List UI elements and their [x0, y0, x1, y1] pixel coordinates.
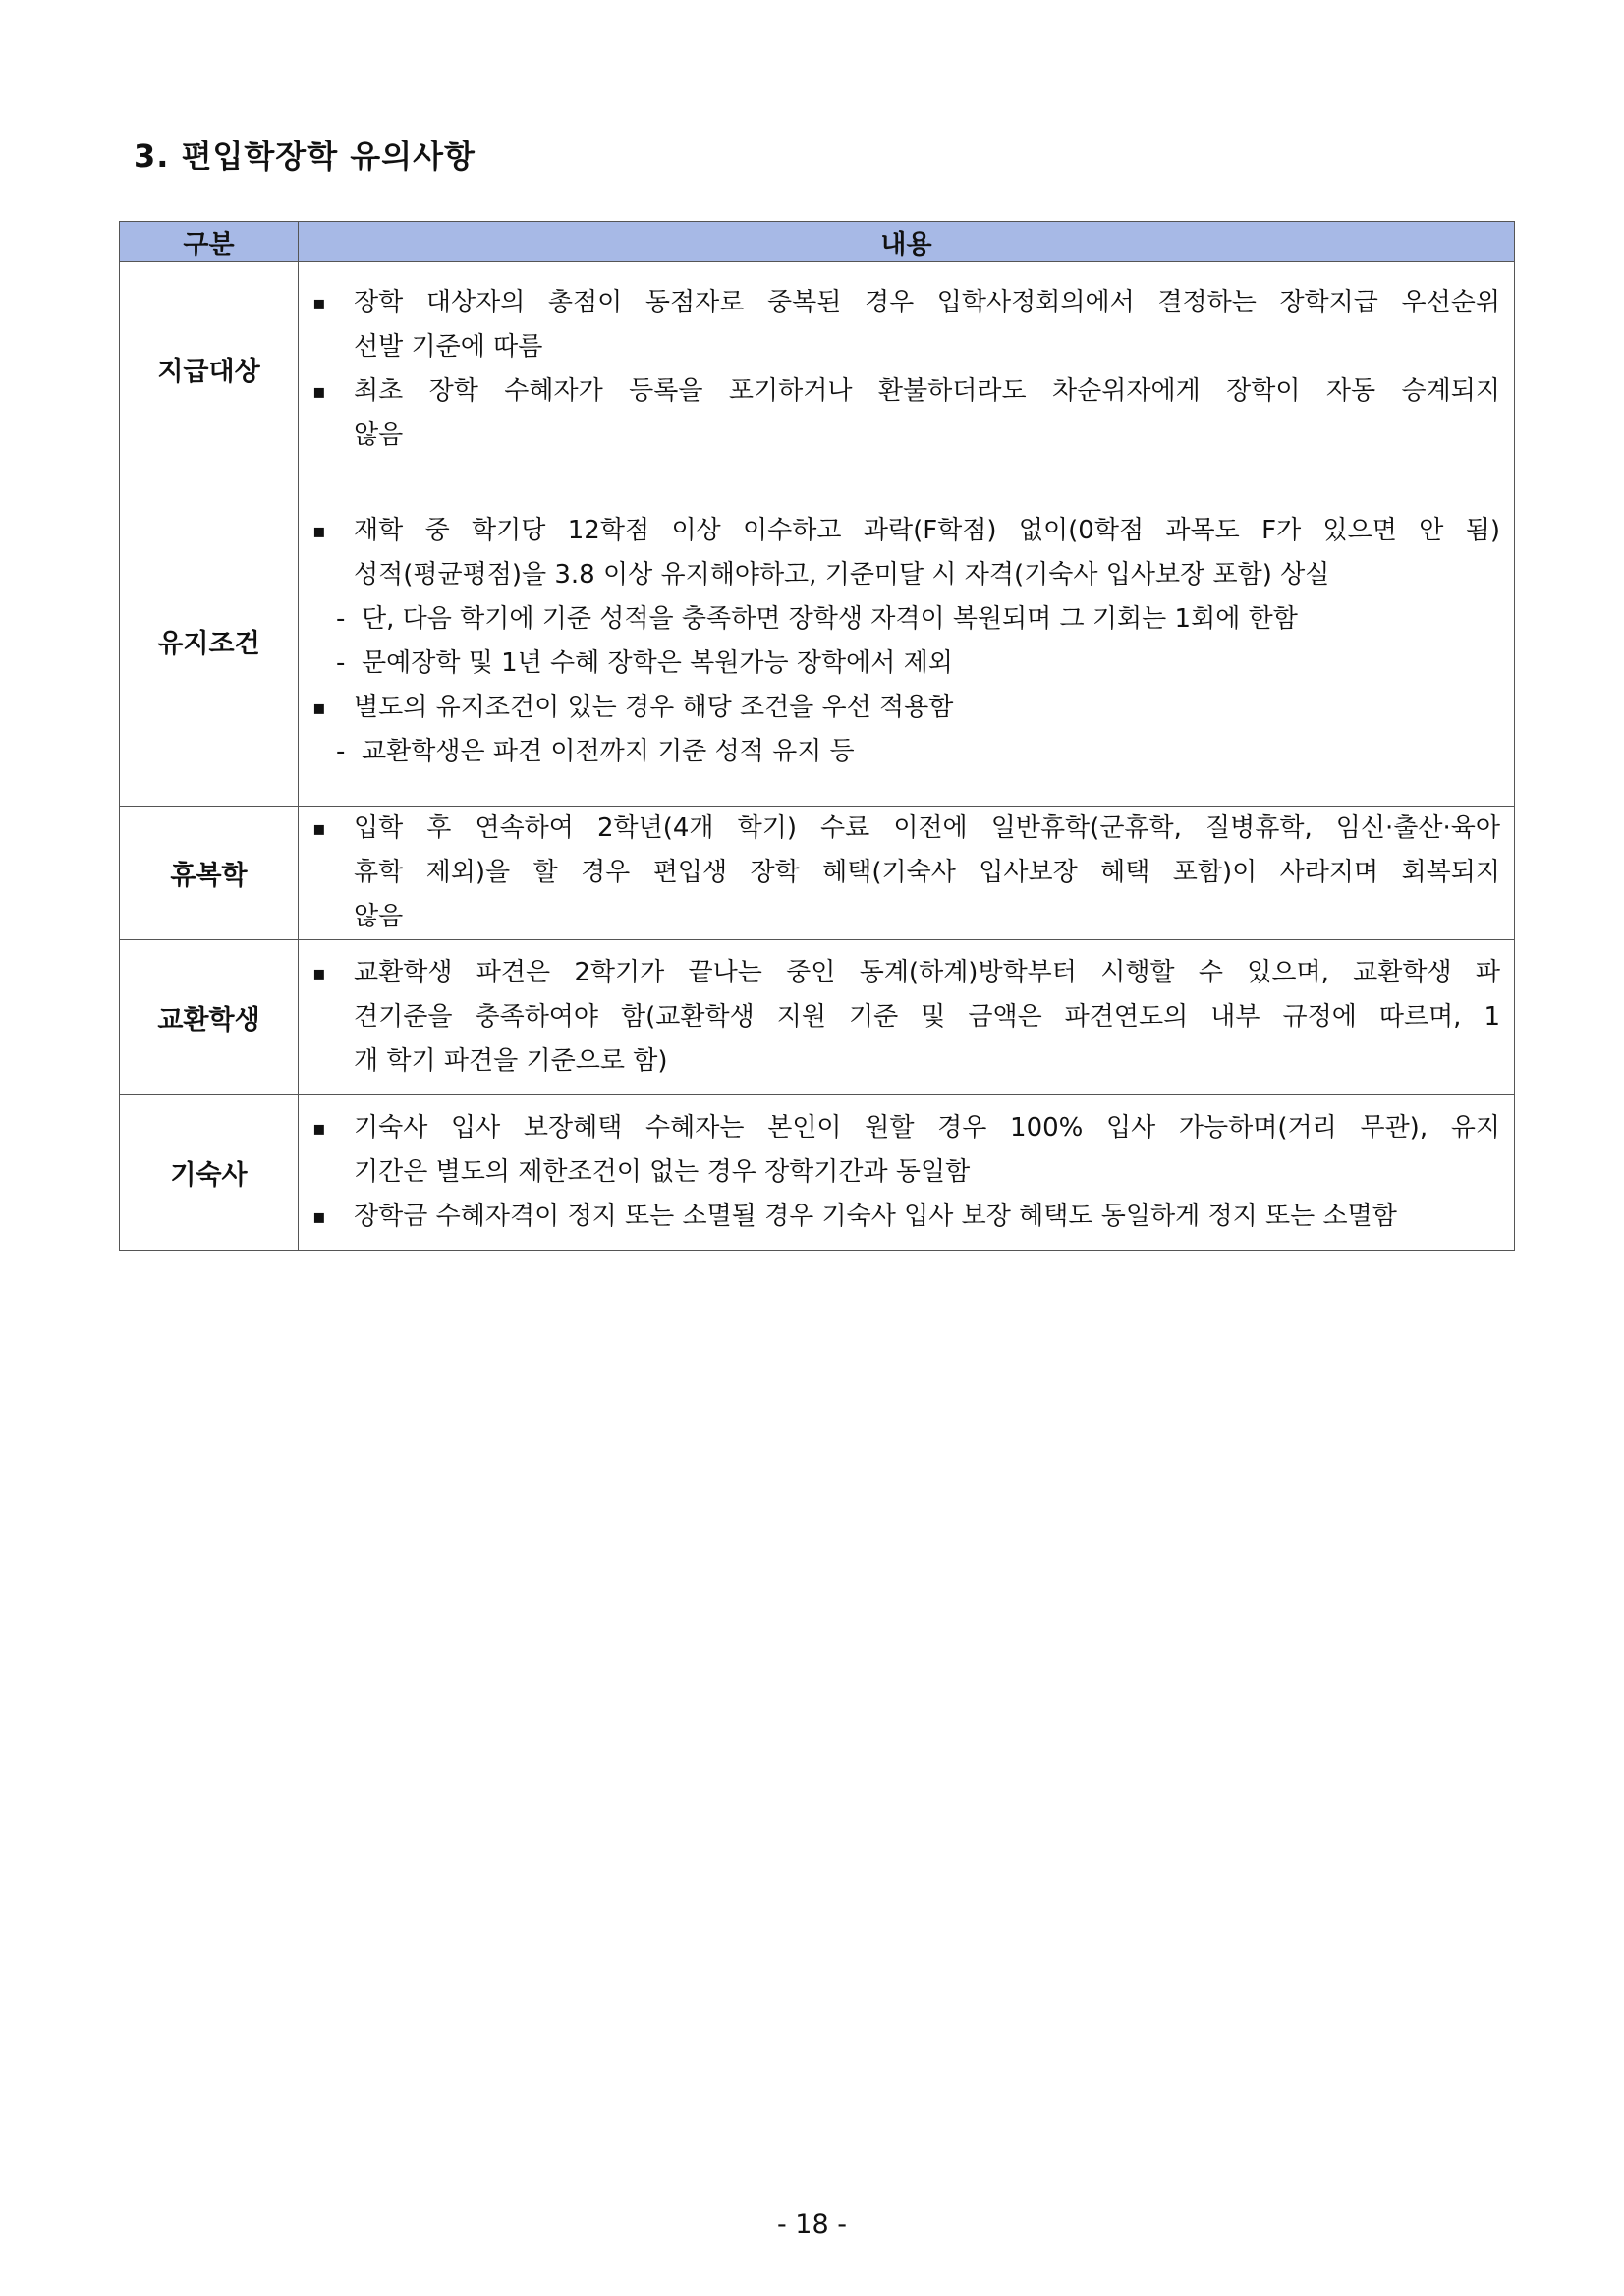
header-content: 내용 [299, 222, 1515, 262]
item-text: 성적(평균평점)을 3.8 이상 유지해야하고, 기준미달 시 자격(기숙사 입사보장 포함) 상실 [354, 559, 1330, 589]
item-text: 교환학생은 파견 이전까지 기준 성적 유지 등 [362, 736, 855, 766]
list-item [299, 325, 1500, 369]
list-item [299, 895, 1500, 939]
row-label: 유지조건 [120, 476, 299, 807]
list-item [299, 281, 1500, 325]
sub-item [299, 730, 1500, 774]
table-row [120, 807, 1515, 940]
list-item [299, 1106, 1500, 1150]
item-text: 않음 [354, 420, 404, 450]
bullet-icon: ▪ [312, 518, 326, 542]
list-item [299, 553, 1500, 597]
row-label: 교환학생 [120, 940, 299, 1095]
table-row [120, 940, 1515, 1095]
row-label: 기숙사 [120, 1095, 299, 1251]
page-title: 3. 편입학장학 유의사항 [134, 138, 476, 175]
bullet-icon: ▪ [312, 378, 326, 403]
list-item [299, 509, 1500, 553]
item-text: 문예장학 및 1년 수혜 장학은 복원가능 장학에서 제외 [362, 647, 953, 678]
item-text: 휴학 제외)을 할 경우 편입생 장학 혜택(기숙사 입사보장 혜택 포함)이 사라지며 회복되지 [354, 858, 1500, 887]
list-item [299, 686, 1500, 730]
table-row [120, 476, 1515, 807]
row-content [299, 262, 1515, 476]
row-content [299, 807, 1515, 940]
item-text: 않음 [354, 902, 404, 931]
row-content [299, 476, 1515, 807]
item-text: 장학 대상자의 총점이 동점자로 중복된 경우 입학사정회의에서 결정하는 장학지급 우선순위 [354, 287, 1500, 317]
list-item [299, 851, 1500, 895]
bullet-icon: ▪ [312, 816, 326, 840]
item-text: 단, 다음 학기에 기준 성적을 충족하면 장학생 자격이 복원되며 그 기회는 1회에 한함 [362, 603, 1298, 634]
list-item [299, 951, 1500, 995]
bullet-icon: ▪ [312, 1116, 326, 1140]
bullet-icon: ▪ [312, 961, 326, 984]
table-row [120, 262, 1515, 476]
row-content [299, 940, 1515, 1095]
list-item [299, 369, 1500, 414]
list-item [299, 995, 1500, 1039]
item-text: 별도의 유지조건이 있는 경우 해당 조건을 우선 적용함 [354, 692, 954, 722]
bullet-icon: ▪ [312, 695, 326, 719]
dash-mark: - [336, 736, 346, 766]
row-content [299, 1095, 1515, 1251]
item-text: 최초 장학 수혜자가 등록을 포기하거나 환불하더라도 차순위자에게 장학이 자동 승계되지 [354, 375, 1500, 406]
item-text: 교환학생 파견은 2학기가 끝나는 중인 동계(하계)방학부터 시행할 수 있으며, 교환학생 파 [354, 958, 1500, 987]
dash-mark: - [336, 603, 346, 634]
table-row [120, 1095, 1515, 1251]
list-item [299, 1195, 1500, 1239]
list-item [299, 1150, 1500, 1195]
row-label: 휴복학 [120, 807, 299, 940]
item-text: 선발 기준에 따름 [354, 331, 543, 362]
item-text: 장학금 수혜자격이 정지 또는 소멸될 경우 기숙사 입사 보장 혜택도 동일하게 정지 또는 소멸함 [354, 1202, 1397, 1231]
item-text: 기간은 별도의 제한조건이 없는 경우 장학기간과 동일함 [354, 1157, 971, 1187]
sub-item [299, 597, 1500, 642]
table-header-row [120, 222, 1515, 262]
item-text: 입학 후 연속하여 2학년(4개 학기) 수료 이전에 일반휴학(군휴학, 질병휴학, 임신·출산·육아 [354, 813, 1500, 843]
item-text: 재학 중 학기당 12학점 이상 이수하고 과락(F학점) 없이(0학점 과목도 F가 있으면 안 됨) [354, 515, 1500, 545]
bullet-icon: ▪ [312, 1204, 326, 1228]
bullet-icon: ▪ [312, 290, 326, 314]
item-text: 기숙사 입사 보장혜택 수혜자는 본인이 원할 경우 100% 입사 가능하며(거리 무관), 유지 [354, 1113, 1500, 1143]
notice-table [119, 221, 1515, 1251]
dash-mark: - [336, 647, 346, 678]
item-text: 견기준을 충족하여야 함(교환학생 지원 기준 및 금액은 파견연도의 내부 규정에 따르며, 1 [354, 1002, 1500, 1032]
list-item [299, 414, 1500, 458]
list-item [299, 1039, 1500, 1084]
item-text: 개 학기 파견을 기준으로 함) [354, 1046, 668, 1076]
page-number: - 18 - [776, 2210, 847, 2240]
row-label: 지급대상 [120, 262, 299, 476]
header-category: 구분 [120, 222, 299, 262]
sub-item [299, 642, 1500, 686]
list-item [299, 807, 1500, 851]
